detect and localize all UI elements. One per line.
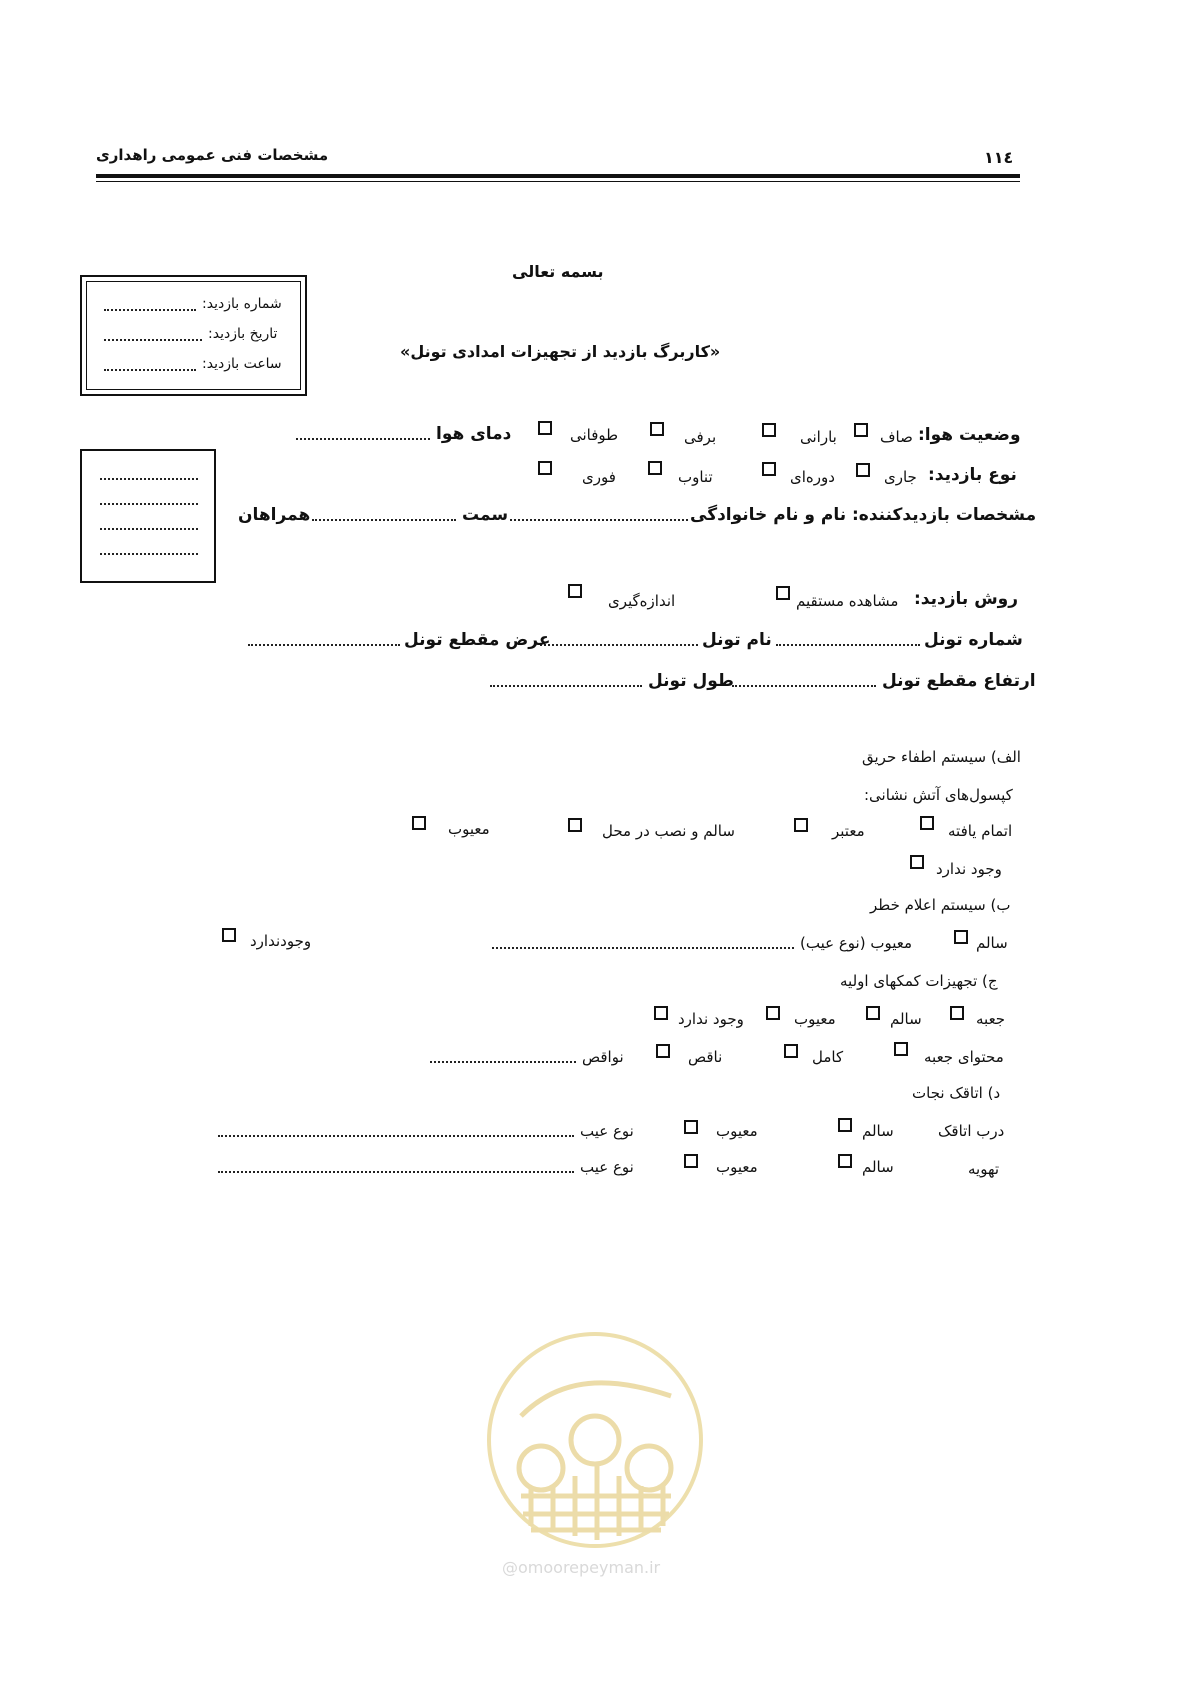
rescue-door-fault-field[interactable] (218, 1134, 574, 1137)
tunnel-width-label: عرض مقطع تونل (404, 630, 551, 650)
firstaid-box-label: جعبه (976, 1010, 1006, 1028)
extinguisher-faulty-checkbox[interactable] (412, 816, 426, 830)
extinguisher-missing: وجود ندارد (936, 860, 1002, 878)
firstaid-box-missing: وجود ندارد (678, 1010, 744, 1028)
visit-type-current: جاری (884, 468, 917, 486)
tunnel-number-field[interactable] (776, 643, 920, 646)
rescue-door-healthy: سالم (862, 1122, 894, 1140)
visit-time-label: ساعت بازدید: (202, 356, 282, 372)
watermark-gears-icon (491, 1336, 699, 1544)
tunnel-number-label: شماره تونل (924, 630, 1023, 650)
rescue-door-faulty-checkbox[interactable] (684, 1120, 698, 1134)
section-d-title: د) اتاقک نجات (912, 1084, 1001, 1102)
rescue-vent-faulty-checkbox[interactable] (684, 1154, 698, 1168)
weather-label: وضعیت هوا: (918, 425, 1021, 445)
inspector-position-field[interactable] (312, 518, 456, 521)
weather-rain-checkbox[interactable] (762, 423, 776, 437)
visit-number-label: شماره بازدید: (202, 296, 282, 312)
rescue-vent-faulty: معیوب (716, 1158, 758, 1176)
rescue-vent-healthy: سالم (862, 1158, 894, 1176)
visit-type-cyclic: تناوب (678, 468, 713, 486)
extinguisher-expired-checkbox[interactable] (920, 816, 934, 830)
invocation: بسمه تعالی (512, 262, 604, 281)
visit-type-cyclic-checkbox[interactable] (648, 461, 662, 475)
weather-option-storm: طوفانی (570, 426, 619, 444)
visit-type-urgent-checkbox[interactable] (538, 461, 552, 475)
companions-box (80, 449, 216, 583)
rescue-vent-fault-field[interactable] (218, 1170, 574, 1173)
section-b-title: ب) سیستم اعلام خطر (870, 896, 1011, 914)
form-title: «کاربرگ بازدید از تجهیزات امدادی تونل» (400, 342, 721, 361)
tunnel-height-field[interactable] (732, 684, 876, 687)
visit-type-label: نوع بازدید: (928, 465, 1017, 485)
running-header-title: مشخصات فنی عمومی راهداری (96, 146, 329, 164)
visit-time-field[interactable] (104, 368, 196, 371)
header-rule-thick (96, 174, 1020, 178)
section-a-subtitle: کپسول‌های آتش نشانی: (864, 786, 1013, 804)
firstaid-box-checkbox[interactable] (950, 1006, 964, 1020)
alarm-missing: وجودندارد (250, 932, 312, 950)
extinguisher-installed-checkbox[interactable] (568, 818, 582, 832)
firstaid-content-label: محتوای جعبه (924, 1048, 1004, 1066)
firstaid-shortages-field[interactable] (430, 1060, 576, 1063)
alarm-missing-checkbox[interactable] (222, 928, 236, 942)
tunnel-height-label: ارتفاع مقطع تونل (882, 671, 1036, 691)
firstaid-box-faulty-checkbox[interactable] (766, 1006, 780, 1020)
alarm-healthy: سالم (976, 934, 1008, 952)
visit-number-field[interactable] (104, 308, 196, 311)
firstaid-content-complete: کامل (812, 1048, 844, 1066)
weather-snow-checkbox[interactable] (650, 422, 664, 436)
rescue-vent-healthy-checkbox[interactable] (838, 1154, 852, 1168)
inspector-label: مشخصات بازدیدکننده: نام و نام خانوادگی (690, 505, 1037, 525)
method-measurement-checkbox[interactable] (568, 584, 582, 598)
extinguisher-expired: اتمام یافته (948, 822, 1013, 840)
firstaid-content-incomplete-checkbox[interactable] (656, 1044, 670, 1058)
extinguisher-valid-checkbox[interactable] (794, 818, 808, 832)
tunnel-name-label: نام تونل (702, 630, 772, 650)
visit-type-periodic: دوره‌ای (790, 468, 835, 486)
method-direct-checkbox[interactable] (776, 586, 790, 600)
section-c-title: ج) تجهیزات کمکهای اولیه (840, 972, 998, 990)
alarm-fault-field[interactable] (492, 946, 794, 949)
firstaid-box-faulty: معیوب (794, 1010, 836, 1028)
visit-type-periodic-checkbox[interactable] (762, 462, 776, 476)
firstaid-box-healthy-checkbox[interactable] (866, 1006, 880, 1020)
extinguisher-faulty: معیوب (448, 820, 490, 838)
visit-type-urgent: فوری (582, 468, 616, 486)
air-temp-label: دمای هوا (436, 424, 512, 444)
firstaid-box-healthy: سالم (890, 1010, 922, 1028)
weather-option-rain: بارانی (800, 428, 837, 446)
tunnel-length-field[interactable] (490, 684, 642, 687)
page-number: ۱۱٤ (984, 148, 1014, 167)
companion-field-2[interactable] (100, 502, 198, 505)
inspector-position-label: سمت (462, 505, 509, 525)
extinguisher-valid: معتبر (832, 822, 865, 840)
rescue-door-healthy-checkbox[interactable] (838, 1118, 852, 1132)
visit-date-field[interactable] (104, 338, 202, 341)
extinguisher-installed: سالم و نصب در محل (602, 822, 735, 840)
rescue-door-fault-type: نوع عیب (580, 1122, 634, 1140)
alarm-faulty: معیوب (نوع عیب) (800, 934, 912, 952)
weather-clear-checkbox[interactable] (854, 423, 868, 437)
tunnel-name-field[interactable] (540, 643, 698, 646)
firstaid-content-complete-checkbox[interactable] (784, 1044, 798, 1058)
air-temp-field[interactable] (296, 437, 430, 440)
firstaid-content-incomplete: ناقص (688, 1048, 723, 1066)
watermark-logo (487, 1332, 703, 1548)
alarm-healthy-checkbox[interactable] (954, 930, 968, 944)
section-a-title: الف) سیستم اطفاء حریق (862, 748, 1021, 766)
weather-option-clear: صاف (880, 428, 913, 446)
method-label: روش بازدید: (914, 589, 1019, 609)
tunnel-length-label: طول تونل (648, 671, 734, 691)
rescue-vent-label: تهویه (968, 1160, 1000, 1178)
companion-field-3[interactable] (100, 527, 198, 530)
inspector-name-field[interactable] (510, 518, 688, 521)
firstaid-box-missing-checkbox[interactable] (654, 1006, 668, 1020)
header-rule-thin (96, 181, 1020, 182)
weather-option-snow: برفی (684, 428, 717, 446)
tunnel-width-field[interactable] (248, 643, 400, 646)
watermark-url: @omoorepeyman.ir (502, 1558, 661, 1577)
rescue-door-faulty: معیوب (716, 1122, 758, 1140)
firstaid-shortages-label: نواقص (582, 1048, 624, 1066)
method-measurement: اندازه‌گیری (608, 592, 676, 610)
weather-storm-checkbox[interactable] (538, 421, 552, 435)
method-direct: مشاهده مستقیم (796, 592, 899, 610)
rescue-vent-fault-type: نوع عیب (580, 1158, 634, 1176)
companion-field-1[interactable] (100, 477, 198, 480)
visit-type-current-checkbox[interactable] (856, 463, 870, 477)
rescue-door-label: درب اتاقک (938, 1122, 1005, 1140)
companion-field-4[interactable] (100, 552, 198, 555)
extinguisher-missing-checkbox[interactable] (910, 855, 924, 869)
companions-label: همراهان (238, 505, 311, 525)
firstaid-content-checkbox[interactable] (894, 1042, 908, 1056)
visit-date-label: تاریخ بازدید: (208, 326, 278, 342)
